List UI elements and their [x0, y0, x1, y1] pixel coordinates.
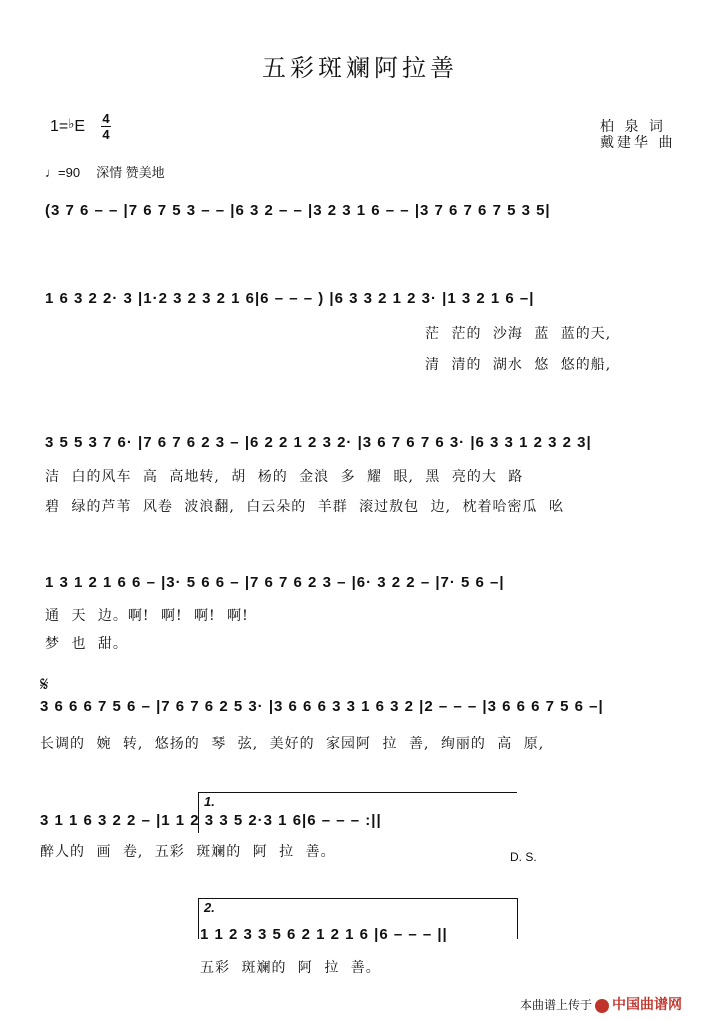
score-row-1-notes: (3 7 6 – – |7 6 7 5 3 – – |6 3 2 – – |3 2 3 1 6 – – |3 7 6 7 6 7 5 3 5| — [45, 202, 551, 219]
dal-segno-mark: D. S. — [510, 850, 537, 864]
score-row-2-lyric-2: 清 清的 湖水 悠 悠的船, — [425, 357, 612, 373]
composer-credit: 戴建华 曲 — [600, 135, 676, 151]
score-row-3-lyric-2: 碧 绿的芦苇 风卷 波浪翻, 白云朵的 羊群 滚过敖包 边, 枕着哈密瓜 吆 — [45, 499, 564, 515]
upload-text: 本曲谱上传于 — [520, 998, 593, 1012]
segno-sign: 𝄋 — [40, 672, 49, 696]
score-row-3-lyric-1: 洁 白的风车 高 高地转, 胡 杨的 金浪 多 耀 眼, 黑 亮的大 路 — [45, 469, 524, 485]
time-signature-top: 4 — [102, 111, 110, 126]
time-signature-bottom: 4 — [102, 127, 110, 142]
score-row-5-lyric-1: 长调的 婉 转, 悠扬的 琴 弦, 美好的 家园阿 拉 善, 绚丽的 高 原, — [40, 736, 545, 752]
key-signature — [50, 118, 85, 136]
score-row-6-lyric-1: 醉人的 画 卷, 五彩 斑斓的 阿 拉 善。 — [40, 844, 336, 860]
upload-credit — [520, 994, 682, 1014]
first-ending-number: 1. — [204, 794, 215, 809]
time-signature — [101, 112, 111, 141]
score-row-2-notes: 1 6 3 2 2· 3 |1·2 3 2 3 2 1 6|6 – – – ) |6 3 3 2 1 2 3· |1 3 2 1 6 –| — [45, 290, 535, 307]
key-eq: = — [58, 118, 69, 135]
tempo-marking — [45, 162, 165, 181]
site-logo-icon — [595, 999, 609, 1013]
score-row-3-notes: 3 5 5 3 7 6· |7 6 7 6 2 3 – |6 2 2 1 2 3 2· |3 6 7 6 7 6 3· |6 3 3 1 2 3 2 3| — [45, 434, 592, 451]
lyricist-credit: 柏 泉 词 — [600, 119, 666, 135]
key-note: E — [74, 118, 86, 135]
song-title: 五彩斑斓阿拉善 — [262, 54, 458, 82]
second-ending-number: 2. — [204, 900, 215, 915]
tempo-mark: ♩=90 — [45, 165, 81, 180]
score-row-7-notes: 1 1 2 3 3 5 6 2 1 2 1 6 |6 – – – || — [200, 926, 448, 943]
score-row-5-notes: 3 6 6 6 7 5 6 – |7 6 7 6 2 5 3· |3 6 6 6 3 3 1 6 3 2 |2 – – – |3 6 6 6 7 5 6 –| — [40, 698, 604, 715]
score-row-2-lyric-1: 茫 茫的 沙海 蓝 蓝的天, — [425, 326, 612, 342]
score-row-7-lyric-1: 五彩 斑斓的 阿 拉 善。 — [200, 960, 381, 976]
score-row-4-lyric-2: 梦 也 甜。 — [45, 636, 128, 652]
key-one: 1 — [50, 118, 59, 135]
score-row-6-notes: 3 1 1 6 3 2 2 – |1 1 2 3 3 5 2·3 1 6|6 – – – :|| — [40, 812, 382, 829]
score-row-4-lyric-1: 通 天 边。啊! 啊! 啊! 啊! — [45, 608, 249, 624]
score-row-4-notes: 1 3 1 2 1 6 6 – |3· 5 6 6 – |7 6 7 6 2 3 – |6· 3 2 2 – |7· 5 6 –| — [45, 574, 505, 591]
site-name: 中国曲谱网 — [612, 996, 683, 1012]
key-flat: ♭ — [68, 116, 75, 131]
expression-mark: 深情 赞美地 — [96, 165, 165, 180]
